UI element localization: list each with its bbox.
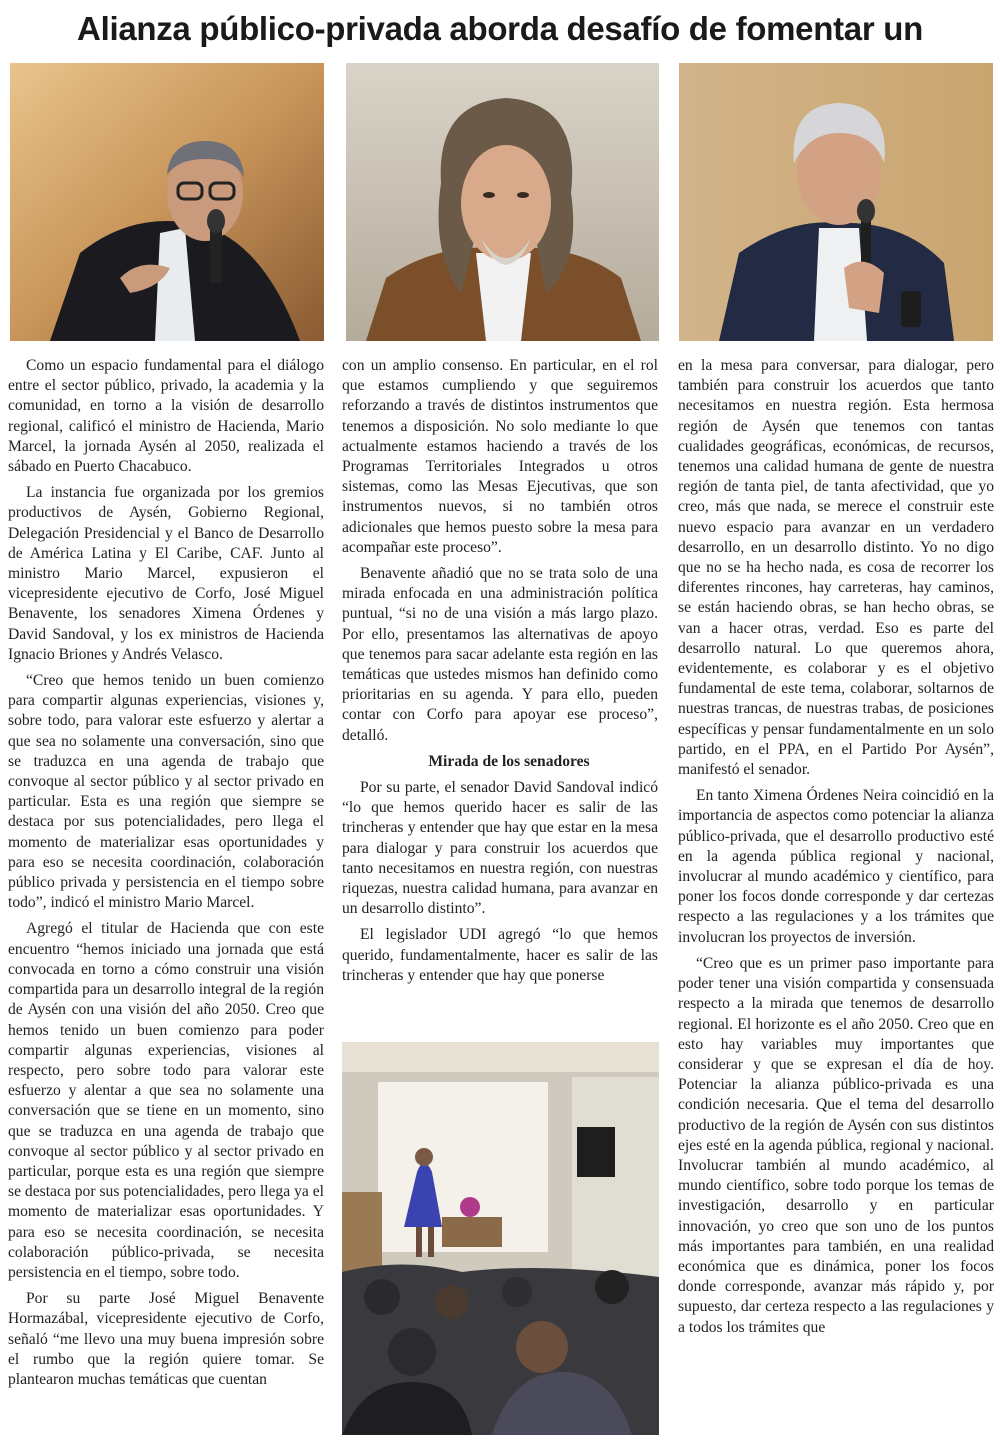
photo-jose-miguel-benavente: [346, 63, 659, 341]
quote-paragraph: “Creo que hemos tenido un buen comienzo para compartir algunas experiencias, visiones y, sobre todo, para valorar este esfuerzo y alertar a que sea no solamente una conversación, sino que se traduzca en una agenda de trabajo que convoque al sector público y al sector privado en particular. Esta es una región que siempre se destaca por sus potencialidades, pero llega el momento de materializar esas oportunidades y para eso se necesita coordinación, colaboración público privada y persistencia en el tiempo sobre todo”, indicó el ministro Mario Marcel.: [8, 672, 324, 912]
paragraph: Agregó el titular de Hacienda que con este encuentro “hemos iniciado una jornada que está convocada en torno a cómo construir una visión compartida para un desarrollo integral de la región de Aysén con una visión del año 2050. Creo que hemos tenido un buen comienzo para poder compartir algunas experiencias, visiones al respecto, pero sobre todo para valorar este esfuerzo y alentar a que sea no solamente una conversación que se tiene en un momento, sino que se traduzca en una agenda de trabajo que convoque al sector público y al sector privado en particular, porque esta es una región que siempre se destaca por sus potencialidades, pero llega ya el momento de materializar esas oportunidades. Y para eso se necesita coordinación, se necesita colaboración público-privada, se necesita persistencia en el tiempo, sobre todo.: [8, 920, 324, 1281]
photo-david-sandoval: [679, 63, 993, 341]
quote-paragraph: “Creo que es un primer paso importante para poder tener una visión compartida y consensuada respecto a la mirada que tenemos de desarrollo regional. El horizonte es el año 2050. Creo que en esto hay variables muy importantes que considerar y que se expresan el día de hoy. Potenciar la alianza público-privada es una condición necesaria. Que el tema del desarrollo productivo de la región de Aysén con sus distintos ejes esté en la agenda pública, regional y nacional. Involucrar también al mundo académico, al mundo científico, sobre todo porque los temas de investigación, desarrollo y en particular innovación, yo creo que son uno de los puntos más importantes para también, en una realidad económica que es dinámica, poner los focos donde corresponde, avanzar más rápido y, por supuesto, dar certeza respecto a las regulaciones y a todos los trámites que: [678, 954, 994, 1336]
speaker-photo-1: [10, 63, 324, 341]
article-column-1: [8, 356, 324, 1451]
paragraph: Como un espacio fundamental para el diálogo entre el sector público, privado, la academia y la comunidad, en torno a la visión de desarrollo regional, calificó el ministro de Hacienda, Mario Marcel, la jornada Aysén al 2050, realizada el sábado en Puerto Chacabuco.: [8, 357, 324, 476]
paragraph: En tanto Ximena Órdenes Neira coincidió en la importancia de aspectos como potenciar la alianza público-privada, que el desarrollo productivo esté en la agenda pública regional y nacional, involucrar al mundo académico y científico, para poner los focos donde corresponde y dar certezas respecto a las regulaciones y a los trámites que involucran los proyectos de inversión.: [678, 787, 994, 946]
paragraph: La instancia fue organizada por los gremios productivos de Aysén, Gobierno Regional, Delegación Presidencial y el Banco de Desarrollo de América Latina y El Caribe, CAF. Junto al ministro Mario Marcel, expusieron el vicepresidente ejecutivo de Corfo, José Miguel Benavente, los senadores Ximena Órdenes y David Sandoval, y los ex ministros de Hacienda Ignacio Briones y Andrés Velasco.: [8, 484, 324, 663]
speaker-photo-2: [346, 63, 659, 341]
section-subheading: Mirada de los senadores: [428, 752, 590, 770]
paragraph: Por su parte, el senador David Sandoval indicó “lo que hemos querido hacer es salir de las trincheras y entender que hay que estar en la mesa para dialogar y para construir los acuerdos que tanto necesitamos en nuestra región, con nuestras riquezas, nuestra calidad humana, para avanzar en un desarrollo distinto”.: [342, 779, 658, 918]
paragraph: con un amplio consenso. En particular, en el rol que estamos cumpliendo y que seguiremos reforzando a través de distintos instrumentos que tenemos a disposición. No solo mediante lo que actualmente estamos haciendo a través de los Programas Territoriales Integrados u otros sistemas, como las Mesas Ejecutivas, que son instrumentos nuevos, si no también otros adicionales que hemos puesto sobre la mesa para acompañar este proceso”.: [342, 357, 658, 556]
paragraph: en la mesa para conversar, para dialogar, pero también para construir los acuerdos que tanto necesitamos en nuestra región. Esta hermosa región de Aysén que tenemos con tantas cualidades geográficas, económicas, de recursos, tenemos una calidad humana de gente de nuestra región de tanta piel, de tanta afectividad, que yo creo, más que nada, se merece el construir este nuevo espacio para avanzar en un verdadero desarrollo, en un desarrollo distinto. Yo no digo que no se ha hecho nada, es cosa de recorrer los diferentes rincones, hay carreteras, hay caminos, se están haciendo obras, se han hecho obras, se van a hacer otras, verdad. Eso es parte del desarrollo natural. Lo que queremos ahora, evidentemente, es colaborar y es el objetivo fundamental de este tema, colaborar, soltarnos de nuestras trancas, de nuestras trabas, de posiciones específicas y pensar fundamentalmente en un solo partido, en el PPA, en el Partido Por Aysén”, manifestó el senador.: [678, 357, 994, 779]
photo-event-audience: [342, 1042, 659, 1435]
photo-mario-marcel: [10, 63, 324, 341]
article-column-3: [678, 356, 994, 1451]
event-photo: [342, 1042, 659, 1435]
paragraph: El legislador UDI agregó “lo que hemos querido, fundamentalmente, hacer es salir de las trincheras y entender que hay que ponerse: [342, 926, 658, 984]
paragraph: Benavente añadió que no se trata solo de una mirada enfocada en una administración política puntual, “si no de una visión a más largo plazo. Por ello, presentamos las alternativas de apoyo que tenemos para sacar adelante esta región en las temáticas que ustedes mismos han definido como prioritarias en su agenda. Y para ello, pueden contar con Corfo para apoyar ese proceso”, detalló.: [342, 565, 658, 744]
paragraph: Por su parte José Miguel Benavente Hormazábal, vicepresidente ejecutivo de Corfo, señaló “me llevo una muy buena impresión sobre el rumbo que la región quiere tomar. Se plantearon muchas temáticas que cuentan: [8, 1290, 324, 1388]
headline: Alianza público-privada aborda desafío de fomentar un: [77, 10, 923, 47]
speaker-photo-3: [679, 63, 993, 341]
